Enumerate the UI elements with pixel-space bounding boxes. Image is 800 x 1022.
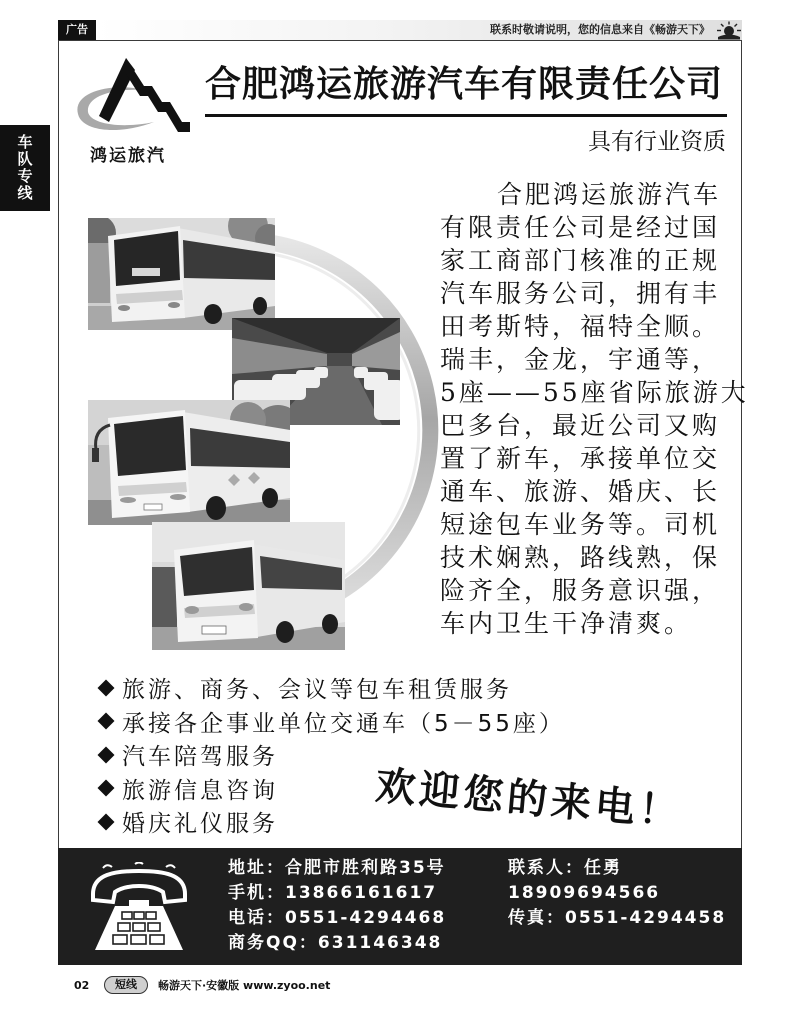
fax-label: 传真： — [508, 908, 565, 928]
intro-line: 5座——55座省际旅游大 — [440, 378, 749, 407]
mobile-alt-value: 18909694566 — [508, 883, 661, 903]
qq-value: 631146348 — [317, 933, 443, 953]
wheel — [276, 621, 294, 643]
notice-strip — [96, 20, 742, 40]
ring-marks — [103, 863, 175, 869]
minibus-image — [152, 522, 345, 650]
service-text: 旅游信息咨询 — [122, 777, 278, 804]
fax-line — [508, 906, 726, 930]
service-item — [96, 671, 556, 705]
publication-website: www.zyoo.net — [243, 979, 331, 992]
address-value: 合肥市胜利路35号 — [285, 858, 446, 878]
intro-line: 通车、旅游、婚庆、长 — [440, 477, 721, 506]
wheel — [322, 614, 338, 634]
sun-logo-icon — [715, 21, 743, 40]
side-section-tab — [0, 125, 50, 211]
bus-photo-white-coach — [88, 400, 290, 525]
intro-line: 有限责任公司是经过国 — [440, 213, 721, 242]
mobile-alt-line — [508, 881, 660, 905]
phone-label: 电话： — [228, 908, 285, 928]
logo-name: 鸿运旅汽 — [90, 146, 166, 166]
notice-text: 联系时敬请说明，您的信息来自《畅游天下》 — [490, 23, 710, 36]
windshield — [114, 231, 180, 286]
white-coach-image — [88, 400, 290, 525]
intro-line: 田考斯特，福特全顺。 — [440, 312, 721, 341]
mobile-line — [228, 881, 437, 905]
intro-line: 置了新车，承接单位交 — [440, 444, 721, 473]
mobile-label: 手机： — [228, 883, 285, 903]
mountain-a-logo-icon — [72, 52, 192, 140]
wheel — [204, 304, 222, 324]
side-tab-label: 车队专线 — [15, 134, 34, 202]
sun-horizon — [718, 35, 740, 40]
contact-person-value: 任勇 — [584, 858, 622, 878]
intro-line: 险齐全，服务意识强， — [440, 576, 721, 605]
section-badge: 短线 — [104, 976, 148, 994]
intro-line: 短途包车业务等。司机 — [440, 510, 721, 539]
phone-line — [228, 906, 446, 930]
service-text: 汽车陪驾服务 — [122, 744, 278, 771]
contact-person-line — [508, 856, 622, 880]
handset — [93, 871, 185, 902]
wheel — [253, 297, 267, 315]
service-text: 承接各企事业单位交通车（5－55座） — [122, 710, 565, 737]
mobile-value: 13866161617 — [285, 883, 438, 903]
publication-name: 畅游天下·安徽版 — [158, 979, 240, 992]
coach-front-image — [88, 218, 275, 330]
intro-paragraph — [440, 178, 749, 640]
intro-line: 巴多台，最近公司又购 — [440, 411, 721, 440]
qualification-text: 具有行业资质 — [588, 129, 726, 155]
ad-label: 广告 — [58, 20, 96, 40]
address-label: 地址： — [228, 858, 285, 878]
diamond-icon — [98, 780, 115, 797]
intro-line: 汽车服务公司，拥有丰 — [440, 279, 721, 308]
intro-line: 合肥鸿运旅游汽车 — [497, 180, 722, 209]
intro-line: 车内卫生干净清爽。 — [440, 609, 693, 638]
diamond-icon — [98, 813, 115, 830]
title-underline — [205, 114, 727, 117]
intro-line: 家工商部门核准的正规 — [440, 246, 721, 275]
qq-label: 商务QQ： — [228, 933, 318, 953]
page-number: 02 — [74, 979, 90, 992]
publication-line — [158, 977, 330, 995]
service-text: 婚庆礼仪服务 — [122, 811, 278, 838]
wheel — [262, 488, 278, 508]
phone-value: 0551-4294468 — [285, 908, 447, 928]
diamond-icon — [98, 746, 115, 763]
fax-value: 0551-4294458 — [565, 908, 727, 928]
address-line — [228, 856, 446, 880]
welcome-slogan: 欢迎您的来电！ — [373, 763, 685, 836]
company-title: 合肥鸿运旅游汽车有限责任公司 — [205, 64, 724, 105]
contact-person-label: 联系人： — [508, 858, 584, 878]
qq-line — [228, 931, 442, 955]
intro-line: 瑞丰，金龙，宇通等， — [440, 345, 721, 374]
diamond-icon — [98, 713, 115, 730]
handset-cradle — [129, 900, 149, 907]
bus-photo-minibus — [152, 522, 345, 650]
windshield — [114, 416, 186, 476]
service-item — [96, 705, 565, 739]
intro-line: 技术娴熟，路线熟，保 — [440, 543, 721, 572]
logo-stepped-leg — [126, 58, 190, 132]
telephone-icon — [85, 862, 193, 954]
bus-photo-coach-front — [88, 218, 275, 330]
diamond-icon — [98, 679, 115, 696]
service-text: 旅游、商务、会议等包车租赁服务 — [122, 677, 512, 704]
wheel — [206, 496, 226, 520]
